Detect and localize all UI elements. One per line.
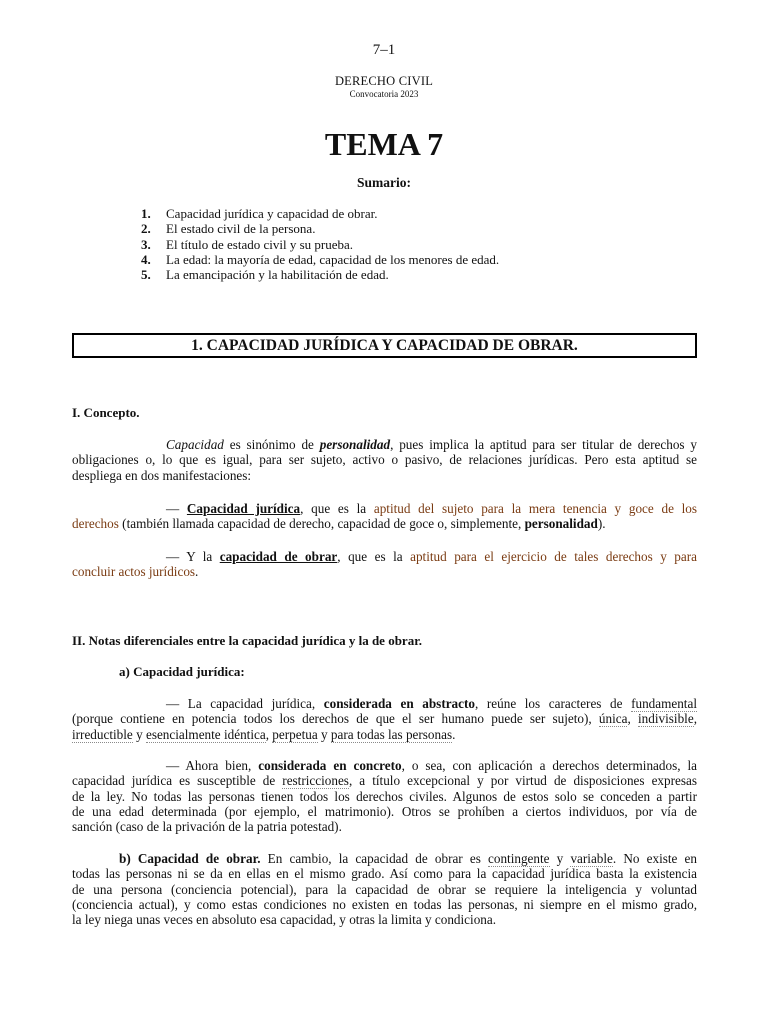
notas-heading: II. Notas diferenciales entre la capacidad jurídica y la de obrar. [72, 633, 423, 648]
summary-item-number: 1. [141, 206, 151, 221]
paragraph-concreto: — Ahora bien, considerada en concreto, o sea, con aplicación a derechos determinados, la capacidad jurídica es susceptible de restricciones, a título excepcional y por virtud de disposiciones expresas de la ley. No todas las personas tienen todos los derechos civiles. Algunos de estos solo se conceden a partir de una edad determinada (por ejemplo, el matrimonio). Otros se prohíben a ciertos individuos, por vía de sanción (caso de la privación de la patria potestad). [72, 758, 697, 835]
summary-item-text: El estado civil de la persona. [166, 221, 316, 237]
paragraph-capacidad-obrar: — Y la capacidad de obrar, que es la aptitud para el ejercicio de tales derechos y para concluir actos jurídicos. [72, 549, 698, 580]
summary-item [141, 221, 601, 236]
page-number: 7–1 [372, 42, 396, 58]
capacidad-juridica-subheading: a) Capacidad jurídica: [119, 664, 245, 679]
sumario-heading: Sumario: [357, 175, 411, 190]
summary-item-text: La emancipación y la habilitación de edad. [166, 267, 389, 283]
paragraph-abstracto: — La capacidad jurídica, considerada en abstracto, reúne los caracteres de fundamental (porque contiene en potencia todos los derechos de que el ser humano puede ser sujeto), única, indivisible, irreductible y esencialmente idéntica, perpetua y para todas las personas. [72, 696, 697, 742]
summary-item-number: 5. [141, 267, 151, 283]
summary-item-text: La edad: la mayoría de edad, capacidad de los menores de edad. [166, 251, 500, 267]
concepto-heading: I. Concepto. [72, 405, 140, 420]
summary-item [141, 206, 601, 221]
summary-item [141, 267, 601, 282]
summary-item [141, 237, 601, 252]
section-title-box: 1. CAPACIDAD JURÍDICA Y CAPACIDAD DE OBRAR. [72, 333, 697, 358]
capacidad-term: Capacidad [166, 437, 224, 452]
summary-item-text: El título de estado civil y su prueba. [166, 236, 354, 252]
paragraph-capacidad-obrar-notas: b) Capacidad de obrar. En cambio, la capacidad de obrar es contingente y variable. No existe en todas las personas ni se da en ellas en el mismo grado. Así como para la capacidad jurídica basta la existencia de una persona (conciencia potencial), para la capacidad de obrar se requiere la inteligencia y voluntad (conciencia actual), y como estas condiciones no existen en todas las personas, ni siempre en el mismo grado, la ley niega unas veces en absoluto esa capacidad, y otras la limita y condiciona. [72, 851, 697, 928]
tema-title: TEMA 7 [324, 126, 444, 162]
capacidad-juridica-term: Capacidad jurídica [186, 501, 301, 516]
capacidad-obrar-term: capacidad de obrar [219, 549, 338, 564]
subject-title: DERECHO CIVIL [334, 74, 434, 88]
summary-item-text: Capacidad jurídica y capacidad de obrar. [166, 206, 378, 221]
summary-item-number: 3. [141, 236, 151, 252]
convocatoria-subtitle: Convocatoria 2023 [349, 89, 419, 99]
summary-list [141, 206, 601, 282]
paragraph-capacidad-juridica: — Capacidad jurídica, que es la aptitud del sujeto para la mera tenencia y goce de los derechos (también llamada capacidad de derecho, capacidad de goce o, simplemente, personalidad). [72, 501, 698, 532]
summary-item-number: 4. [141, 251, 151, 267]
summary-item-number: 2. [141, 221, 151, 237]
summary-item [141, 252, 601, 267]
personalidad-term: personalidad [319, 437, 391, 452]
paragraph-concepto: Capacidad es sinónimo de personalidad, pues implica la aptitud para ser titular de derechos y obligaciones o, lo que es igual, para ser sujeto, activo o pasivo, de relaciones jurídicas. Pero esta aptitud se despliega en dos manifestaciones: [72, 437, 697, 483]
